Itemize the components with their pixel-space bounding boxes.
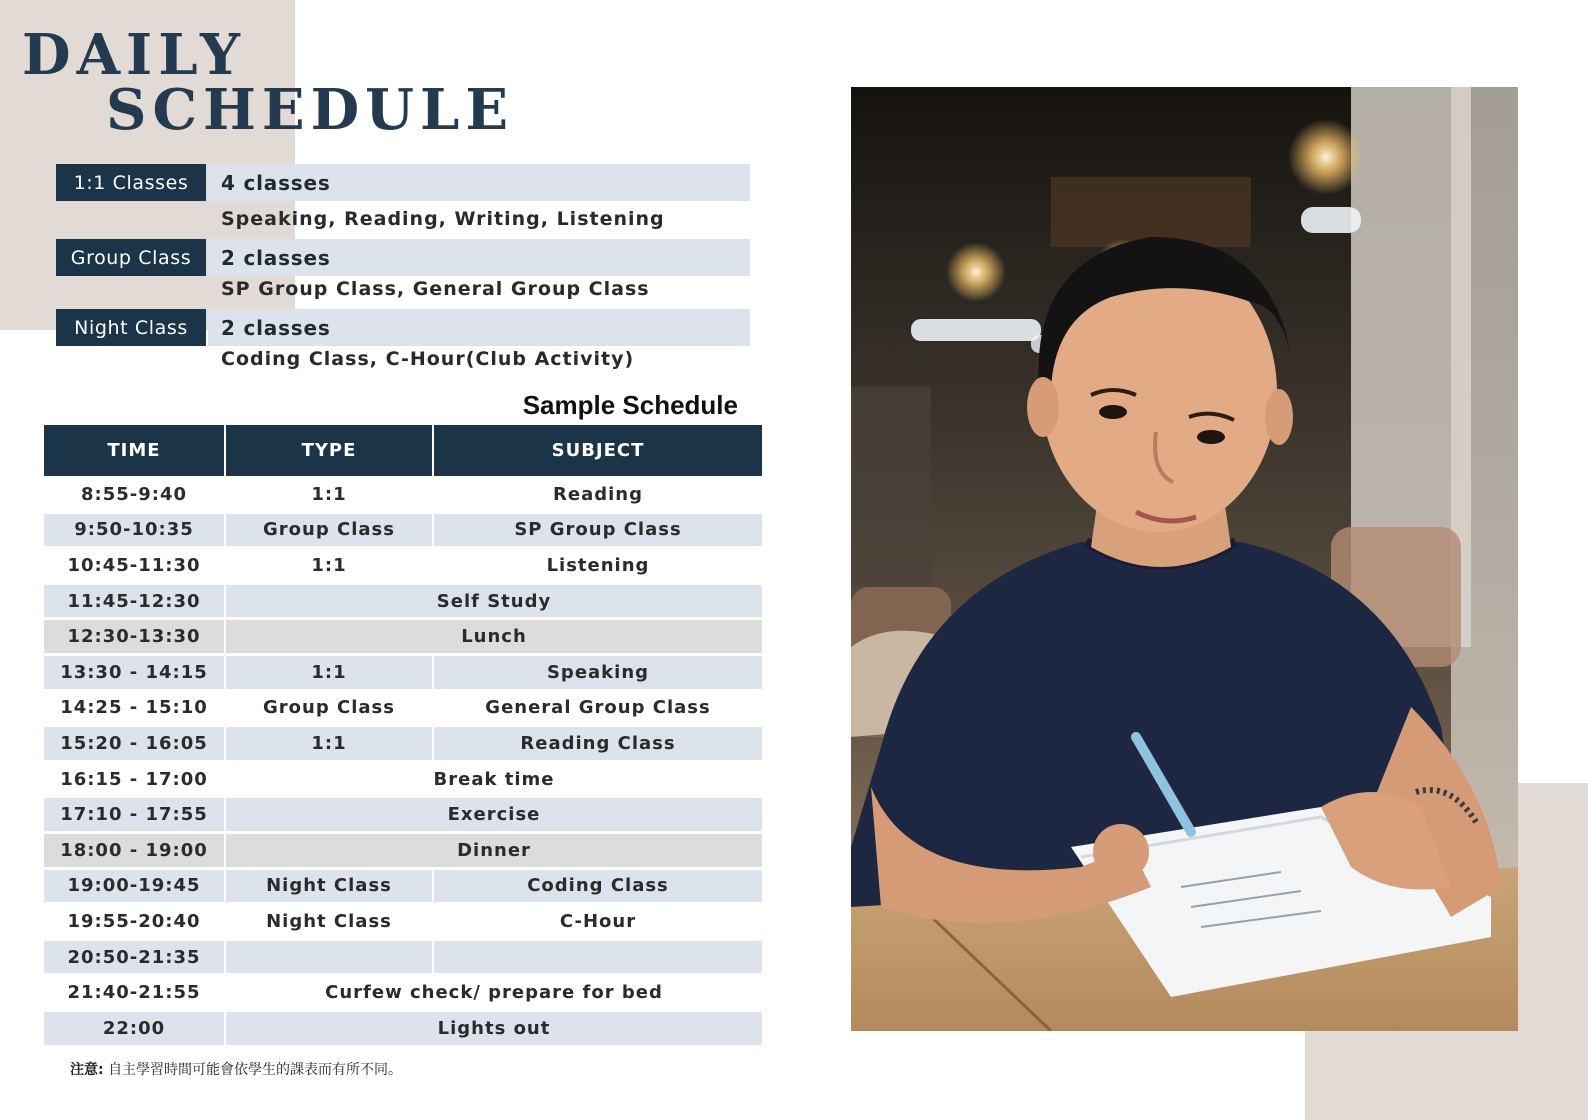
summary-count: 4 classes bbox=[221, 170, 331, 195]
summary-detail: Speaking, Reading, Writing, Listening bbox=[221, 208, 665, 230]
header-time: TIME bbox=[44, 425, 224, 476]
summary-tag: Group Class bbox=[56, 239, 206, 276]
page-title-line2: SCHEDULE bbox=[106, 77, 515, 143]
table-row bbox=[44, 903, 762, 939]
cell-type: 1:1 bbox=[226, 727, 432, 760]
cell-type: 1:1 bbox=[311, 483, 347, 505]
summary-detail: SP Group Class, General Group Class bbox=[221, 278, 650, 300]
table-row bbox=[44, 1010, 762, 1046]
cell-time: 18:00 - 19:00 bbox=[44, 834, 224, 867]
table-row bbox=[44, 583, 762, 619]
table-row bbox=[44, 547, 762, 583]
cell-time: 21:40-21:55 bbox=[67, 982, 201, 1004]
cell-time: 17:10 - 17:55 bbox=[44, 798, 224, 831]
cell-time: 19:00-19:45 bbox=[44, 870, 224, 903]
cell-time: 19:55-20:40 bbox=[67, 910, 201, 932]
table-row bbox=[44, 796, 762, 832]
cell-subject bbox=[434, 941, 762, 974]
cell-type: Group Class bbox=[226, 514, 432, 547]
cell-type: 1:1 bbox=[226, 656, 432, 689]
cell-subject: Reading bbox=[553, 483, 643, 505]
cell-activity: Break time bbox=[433, 768, 555, 790]
summary-row-group bbox=[56, 239, 750, 276]
cell-type: Group Class bbox=[263, 697, 395, 719]
sample-schedule-title: Sample Schedule bbox=[522, 390, 738, 420]
cell-subject: SP Group Class bbox=[434, 514, 762, 547]
summary-count: 2 classes bbox=[221, 245, 331, 270]
cell-type bbox=[226, 941, 432, 974]
cell-type: Night Class bbox=[266, 910, 392, 932]
table-row bbox=[44, 868, 762, 904]
header-type: TYPE bbox=[226, 425, 432, 476]
cell-time: 13:30 - 14:15 bbox=[44, 656, 224, 689]
cell-type: 1:1 bbox=[311, 554, 347, 576]
cell-activity: Lunch bbox=[226, 620, 762, 653]
cell-type: Night Class bbox=[226, 870, 432, 903]
cell-activity: Curfew check/ prepare for bed bbox=[325, 982, 663, 1004]
table-row bbox=[44, 725, 762, 761]
summary-row-night bbox=[56, 309, 750, 346]
table-row bbox=[44, 974, 762, 1010]
cell-subject: Speaking bbox=[434, 656, 762, 689]
summary-detail: Coding Class, C-Hour(Club Activity) bbox=[221, 348, 635, 370]
cell-time: 14:25 - 15:10 bbox=[60, 697, 208, 719]
cell-subject: Coding Class bbox=[434, 870, 762, 903]
cell-subject: Listening bbox=[546, 554, 650, 576]
cell-time: 12:30-13:30 bbox=[44, 620, 224, 653]
table-row bbox=[44, 476, 762, 512]
cell-time: 16:15 - 17:00 bbox=[60, 768, 208, 790]
student-photo bbox=[851, 87, 1518, 1031]
header-subject: SUBJECT bbox=[434, 425, 762, 476]
cell-time: 10:45-11:30 bbox=[67, 554, 201, 576]
table-header bbox=[44, 425, 762, 476]
page-title-line1: DAILY bbox=[22, 22, 246, 88]
cell-time: 11:45-12:30 bbox=[44, 585, 224, 618]
footnote-label: 注意: bbox=[70, 1062, 104, 1078]
summary-count: 2 classes bbox=[221, 315, 331, 340]
cell-activity: Lights out bbox=[226, 1012, 762, 1045]
cell-time: 15:20 - 16:05 bbox=[44, 727, 224, 760]
student-photo-illustration bbox=[851, 87, 1518, 1031]
table-row bbox=[44, 618, 762, 654]
footnote-text: 自主學習時間可能會依學生的課表而有所不同。 bbox=[108, 1062, 403, 1078]
footnote bbox=[70, 1059, 402, 1079]
table-row bbox=[44, 832, 762, 868]
summary-row-1on1 bbox=[56, 164, 750, 201]
table-row bbox=[44, 512, 762, 548]
cell-activity: Exercise bbox=[226, 798, 762, 831]
cell-activity: Dinner bbox=[226, 834, 762, 867]
summary-tag: 1:1 Classes bbox=[56, 164, 206, 201]
table-row bbox=[44, 761, 762, 797]
cell-subject: General Group Class bbox=[485, 697, 711, 719]
cell-time: 20:50-21:35 bbox=[44, 941, 224, 974]
table-row bbox=[44, 690, 762, 726]
summary-tag: Night Class bbox=[56, 309, 206, 346]
schedule-table bbox=[44, 425, 762, 1046]
cell-subject: C-Hour bbox=[559, 910, 637, 932]
cell-time: 8:55-9:40 bbox=[80, 483, 187, 505]
cell-time: 22:00 bbox=[44, 1012, 224, 1045]
cell-time: 9:50-10:35 bbox=[44, 514, 224, 547]
cell-subject: Reading Class bbox=[434, 727, 762, 760]
table-row bbox=[44, 939, 762, 975]
table-row bbox=[44, 654, 762, 690]
cell-activity: Self Study bbox=[226, 585, 762, 618]
